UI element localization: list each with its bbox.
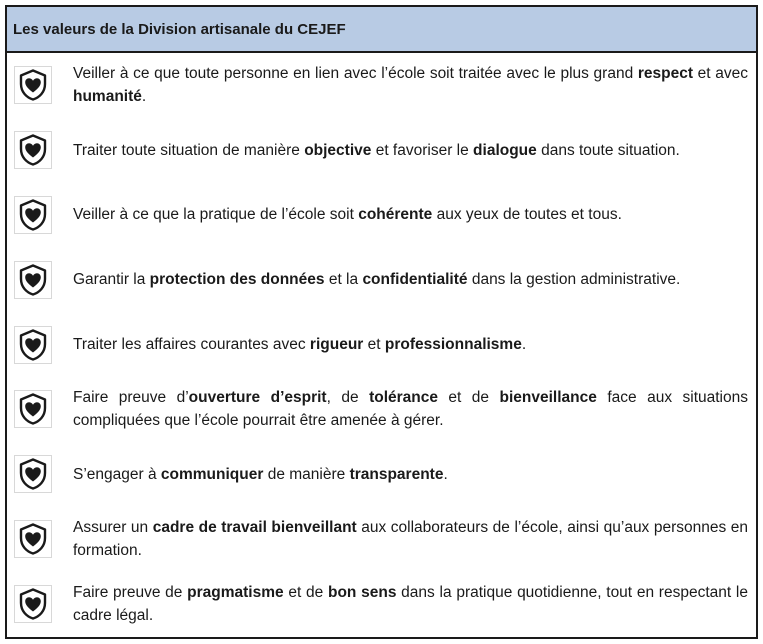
shield-heart-icon-graphic bbox=[19, 458, 47, 490]
emphasis-text: cohérente bbox=[358, 206, 433, 224]
emphasis-text: humanité bbox=[73, 88, 142, 106]
shield-heart-icon-graphic bbox=[19, 329, 47, 361]
value-item-1 bbox=[7, 53, 756, 118]
value-text-segment: et bbox=[363, 336, 385, 354]
emphasis-text: objective bbox=[304, 141, 372, 159]
value-text bbox=[73, 203, 748, 226]
value-text-segment: aux collaborateurs de l’école, ainsi qu’aux personnes en formation. bbox=[73, 518, 749, 559]
shield-heart-icon bbox=[14, 520, 52, 558]
value-text-segment: et la bbox=[324, 271, 363, 289]
value-text bbox=[73, 268, 748, 291]
value-text bbox=[73, 516, 748, 562]
shield-heart-icon-graphic bbox=[19, 523, 47, 555]
emphasis-text: cadre de travail bienveillant bbox=[152, 518, 357, 536]
value-text-segment: Traiter toute situation de manière bbox=[73, 141, 305, 159]
value-text-segment: . bbox=[141, 88, 147, 106]
shield-heart-icon bbox=[14, 326, 52, 364]
value-text bbox=[73, 581, 748, 627]
value-text-segment: Faire preuve de bbox=[73, 583, 188, 601]
value-text-segment: . bbox=[443, 465, 448, 483]
emphasis-text: confidentialité bbox=[362, 271, 468, 289]
value-text-segment: S’engager à bbox=[73, 465, 161, 483]
emphasis-text: respect bbox=[637, 65, 694, 83]
value-text-segment: Veiller à ce que toute personne en lien avec l’école soit traitée avec le plus grand bbox=[73, 65, 638, 83]
value-text-segment: , de bbox=[326, 389, 370, 407]
table-title: Les valeurs de la Division artisanale du CEJEF bbox=[13, 20, 346, 38]
values-table bbox=[5, 5, 758, 639]
value-text-segment: de manière bbox=[263, 465, 350, 483]
value-item-4 bbox=[7, 247, 756, 312]
shield-heart-icon bbox=[14, 196, 52, 234]
emphasis-text: pragmatisme bbox=[187, 583, 284, 601]
value-text-segment: . bbox=[521, 336, 527, 354]
shield-heart-icon bbox=[14, 66, 52, 104]
value-text-segment: et favoriser le bbox=[371, 141, 474, 159]
value-text bbox=[73, 333, 748, 356]
emphasis-text: bon sens bbox=[327, 583, 397, 601]
shield-heart-icon-graphic bbox=[19, 393, 47, 425]
shield-heart-icon-graphic bbox=[19, 134, 47, 166]
value-text bbox=[73, 386, 748, 432]
value-text-segment: et de bbox=[437, 389, 500, 407]
value-text-segment: Assurer un bbox=[73, 518, 153, 536]
value-text bbox=[73, 62, 748, 108]
value-text-segment: Garantir la bbox=[73, 271, 150, 289]
value-text-segment: Veiller à ce que la pratique de l’école soit bbox=[73, 206, 359, 224]
shield-heart-icon bbox=[14, 131, 52, 169]
value-text-segment: et de bbox=[283, 583, 328, 601]
emphasis-text: protection des données bbox=[149, 271, 325, 289]
value-text-segment: face aux situations compliquées que l’école pourrait être amenée à gérer. bbox=[73, 389, 748, 430]
emphasis-text: transparente bbox=[349, 465, 444, 483]
shield-heart-icon bbox=[14, 261, 52, 299]
shield-heart-icon bbox=[14, 455, 52, 493]
emphasis-text: rigueur bbox=[309, 336, 364, 354]
emphasis-text: tolérance bbox=[369, 389, 438, 407]
value-text-segment: dans la gestion administrative. bbox=[467, 271, 681, 289]
values-list bbox=[7, 53, 756, 636]
shield-heart-icon-graphic bbox=[19, 588, 47, 620]
emphasis-text: dialogue bbox=[473, 141, 537, 159]
value-item-9 bbox=[7, 571, 756, 636]
emphasis-text: communiquer bbox=[160, 465, 264, 483]
value-item-7 bbox=[7, 442, 756, 507]
value-text-segment: dans toute situation. bbox=[536, 141, 680, 159]
value-item-6 bbox=[7, 377, 756, 442]
value-text-segment: aux yeux de toutes et tous. bbox=[432, 206, 622, 224]
shield-heart-icon-graphic bbox=[19, 264, 47, 296]
value-text bbox=[73, 463, 748, 486]
value-item-2 bbox=[7, 118, 756, 183]
value-item-8 bbox=[7, 507, 756, 572]
value-item-3 bbox=[7, 183, 756, 248]
shield-heart-icon-graphic bbox=[19, 199, 47, 231]
emphasis-text: professionnalisme bbox=[384, 336, 522, 354]
shield-heart-icon bbox=[14, 585, 52, 623]
shield-heart-icon-graphic bbox=[19, 69, 47, 101]
value-text bbox=[73, 139, 748, 162]
value-text-segment: Faire preuve d’ bbox=[73, 389, 189, 407]
value-text-segment: et avec bbox=[693, 65, 749, 83]
table-header bbox=[7, 7, 756, 53]
value-text-segment: Traiter les affaires courantes avec bbox=[73, 336, 310, 354]
value-text-segment: dans la pratique quotidienne, tout en respectant le cadre légal. bbox=[73, 583, 748, 624]
emphasis-text: bienveillance bbox=[499, 389, 597, 407]
emphasis-text: ouverture d’esprit bbox=[188, 389, 327, 407]
value-item-5 bbox=[7, 312, 756, 377]
shield-heart-icon bbox=[14, 390, 52, 428]
